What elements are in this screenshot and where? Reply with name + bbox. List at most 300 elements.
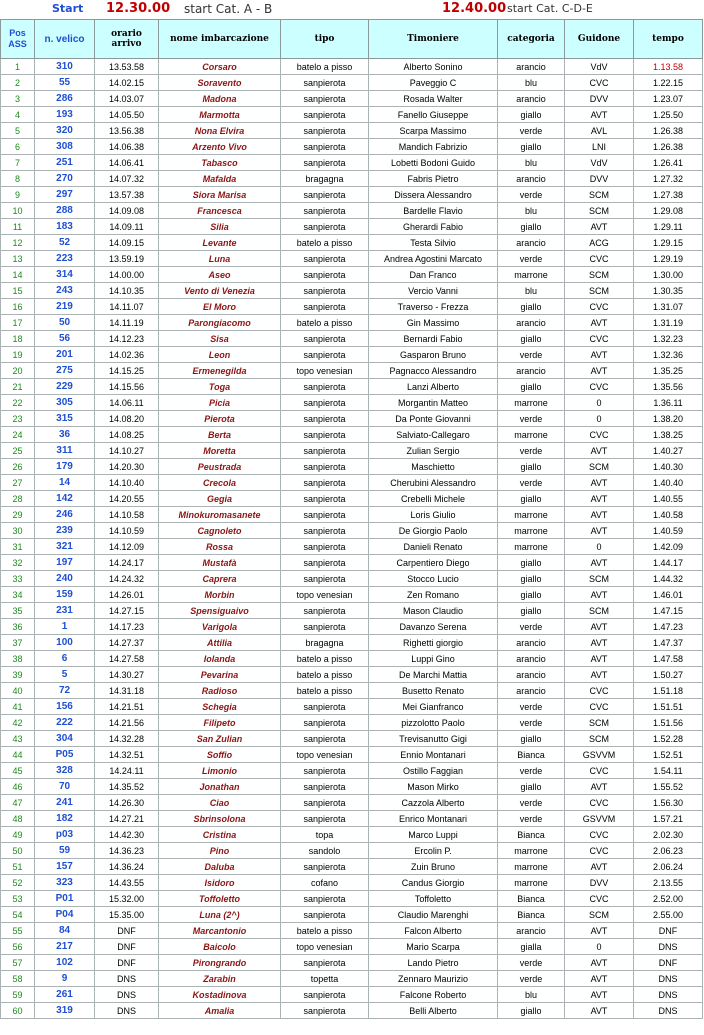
arrival-time-cell: 14.15.56 (95, 379, 159, 395)
table-row (1, 283, 703, 299)
club-cell: 0 (565, 395, 634, 411)
helmsman-cell: Paveggio C (369, 75, 498, 91)
position-cell: 17 (1, 315, 35, 331)
boat-type-cell: sanpierota (281, 283, 369, 299)
position-cell: 34 (1, 587, 35, 603)
category-cell: giallo (498, 587, 565, 603)
club-cell: AVT (565, 587, 634, 603)
elapsed-time-cell: 1.27.38 (634, 187, 703, 203)
club-cell: SCM (565, 907, 634, 923)
boat-type-cell: batelo a pisso (281, 667, 369, 683)
table-row (1, 235, 703, 251)
club-cell: AVT (565, 507, 634, 523)
position-cell: 4 (1, 107, 35, 123)
position-cell: 13 (1, 251, 35, 267)
category-cell: Bianca (498, 747, 565, 763)
club-cell: LNI (565, 139, 634, 155)
start-label-cat-c-d-e: start Cat. C-D-E (507, 2, 593, 15)
arrival-time-cell: 14.10.27 (95, 443, 159, 459)
category-cell: giallo (498, 779, 565, 795)
arrival-time-cell: 14.32.28 (95, 731, 159, 747)
table-row (1, 1003, 703, 1019)
position-cell: 8 (1, 171, 35, 187)
helmsman-cell: Trevisanutto Gigi (369, 731, 498, 747)
table-row (1, 523, 703, 539)
helmsman-cell: Lando Pietro (369, 955, 498, 971)
sail-number-cell: 59 (35, 843, 95, 859)
boat-type-cell: sanpierota (281, 1003, 369, 1019)
col-header-nome: nome imbarcazione (159, 20, 281, 59)
club-cell: AVT (565, 667, 634, 683)
category-cell: giallo (498, 331, 565, 347)
elapsed-time-cell: 1.25.50 (634, 107, 703, 123)
sail-number-cell: 321 (35, 539, 95, 555)
arrival-time-cell: 14.07.32 (95, 171, 159, 187)
table-row (1, 939, 703, 955)
position-cell: 30 (1, 523, 35, 539)
results-table (0, 19, 703, 1019)
category-cell: blu (498, 203, 565, 219)
position-cell: 28 (1, 491, 35, 507)
boat-type-cell: topa (281, 827, 369, 843)
table-row (1, 75, 703, 91)
table-row (1, 715, 703, 731)
helmsman-cell: Mason Mirko (369, 779, 498, 795)
sail-number-cell: 297 (35, 187, 95, 203)
arrival-time-cell: 14.10.59 (95, 523, 159, 539)
helmsman-cell: Loris Giulio (369, 507, 498, 523)
table-row (1, 587, 703, 603)
boat-type-cell: sanpierota (281, 443, 369, 459)
club-cell: AVT (565, 619, 634, 635)
table-row (1, 411, 703, 427)
position-cell: 51 (1, 859, 35, 875)
category-cell: verde (498, 619, 565, 635)
arrival-time-cell: 14.09.08 (95, 203, 159, 219)
boat-name-cell: Sbrinsolona (159, 811, 281, 827)
boat-name-cell: Levante (159, 235, 281, 251)
boat-name-cell: Crecola (159, 475, 281, 491)
helmsman-cell: Bardelle Flavio (369, 203, 498, 219)
position-cell: 16 (1, 299, 35, 315)
category-cell: giallo (498, 1003, 565, 1019)
sail-number-cell: 261 (35, 987, 95, 1003)
elapsed-time-cell: 2.02.30 (634, 827, 703, 843)
sail-number-cell: 286 (35, 91, 95, 107)
position-cell: 2 (1, 75, 35, 91)
boat-type-cell: sanpierota (281, 619, 369, 635)
club-cell: AVT (565, 987, 634, 1003)
boat-type-cell: sanpierota (281, 251, 369, 267)
helmsman-cell: Morgantin Matteo (369, 395, 498, 411)
table-row (1, 219, 703, 235)
table-row (1, 171, 703, 187)
helmsman-cell: De Giorgio Paolo (369, 523, 498, 539)
table-row (1, 507, 703, 523)
boat-type-cell: sanpierota (281, 107, 369, 123)
helmsman-cell: Marco Luppi (369, 827, 498, 843)
helmsman-cell: Traverso - Frezza (369, 299, 498, 315)
boat-name-cell: Leon (159, 347, 281, 363)
table-row (1, 331, 703, 347)
club-cell: AVT (565, 635, 634, 651)
boat-name-cell: Toffoletto (159, 891, 281, 907)
sail-number-cell: 270 (35, 171, 95, 187)
arrival-time-cell: 14.20.30 (95, 459, 159, 475)
boat-name-cell: Aseo (159, 267, 281, 283)
boat-type-cell: sanpierota (281, 603, 369, 619)
sail-number-cell: 70 (35, 779, 95, 795)
club-cell: SCM (565, 715, 634, 731)
col-header-pos-line2: ASS (8, 39, 27, 49)
boat-name-cell: Cristina (159, 827, 281, 843)
elapsed-time-cell: 2.55.00 (634, 907, 703, 923)
category-cell: verde (498, 699, 565, 715)
position-cell: 37 (1, 635, 35, 651)
boat-name-cell: Caprera (159, 571, 281, 587)
sail-number-cell: 157 (35, 859, 95, 875)
boat-type-cell: batelo a pisso (281, 235, 369, 251)
club-cell: AVT (565, 219, 634, 235)
arrival-time-cell: 14.31.18 (95, 683, 159, 699)
arrival-time-cell: 14.27.37 (95, 635, 159, 651)
arrival-time-cell: 14.06.11 (95, 395, 159, 411)
club-cell: AVT (565, 475, 634, 491)
table-row (1, 987, 703, 1003)
table-row (1, 187, 703, 203)
category-cell: arancio (498, 59, 565, 75)
helmsman-cell: Davanzo Serena (369, 619, 498, 635)
sail-number-cell: 84 (35, 923, 95, 939)
boat-name-cell: Parongiacomo (159, 315, 281, 331)
position-cell: 43 (1, 731, 35, 747)
elapsed-time-cell: 1.47.15 (634, 603, 703, 619)
elapsed-time-cell: 2.06.24 (634, 859, 703, 875)
table-row (1, 427, 703, 443)
boat-name-cell: Jonathan (159, 779, 281, 795)
position-cell: 58 (1, 971, 35, 987)
elapsed-time-cell: 1.26.41 (634, 155, 703, 171)
table-row (1, 459, 703, 475)
boat-type-cell: sanpierota (281, 379, 369, 395)
sail-number-cell: 55 (35, 75, 95, 91)
boat-type-cell: batelo a pisso (281, 683, 369, 699)
sail-number-cell: 251 (35, 155, 95, 171)
club-cell: CVC (565, 795, 634, 811)
elapsed-time-cell: 1.29.11 (634, 219, 703, 235)
table-row (1, 731, 703, 747)
arrival-time-cell: 14.35.52 (95, 779, 159, 795)
category-cell: marrone (498, 875, 565, 891)
elapsed-time-cell: 1.38.25 (634, 427, 703, 443)
sail-number-cell: 52 (35, 235, 95, 251)
arrival-time-cell: 14.24.11 (95, 763, 159, 779)
arrival-time-cell: 14.42.30 (95, 827, 159, 843)
helmsman-cell: Zulian Sergio (369, 443, 498, 459)
sail-number-cell: 246 (35, 507, 95, 523)
boat-name-cell: Limonio (159, 763, 281, 779)
club-cell: CVC (565, 699, 634, 715)
col-header-arrivo: orario arrivo (95, 20, 159, 59)
elapsed-time-cell: 1.35.25 (634, 363, 703, 379)
club-cell: CVC (565, 331, 634, 347)
club-cell: AVT (565, 443, 634, 459)
sail-number-cell: 182 (35, 811, 95, 827)
category-cell: arancio (498, 651, 565, 667)
category-cell: giallo (498, 491, 565, 507)
elapsed-time-cell: 1.30.00 (634, 267, 703, 283)
position-cell: 9 (1, 187, 35, 203)
position-cell: 47 (1, 795, 35, 811)
club-cell: 0 (565, 411, 634, 427)
category-cell: verde (498, 811, 565, 827)
arrival-time-cell: 14.36.23 (95, 843, 159, 859)
boat-type-cell: batelo a pisso (281, 651, 369, 667)
sail-number-cell: 56 (35, 331, 95, 347)
table-row (1, 267, 703, 283)
sail-number-cell: 50 (35, 315, 95, 331)
boat-type-cell: sanpierota (281, 907, 369, 923)
sail-number-cell: 229 (35, 379, 95, 395)
helmsman-cell: Dissera Alessandro (369, 187, 498, 203)
helmsman-cell: Mario Scarpa (369, 939, 498, 955)
helmsman-cell: Bernardi Fabio (369, 331, 498, 347)
table-row (1, 347, 703, 363)
sail-number-cell: 323 (35, 875, 95, 891)
boat-name-cell: Ciao (159, 795, 281, 811)
arrival-time-cell: 14.05.50 (95, 107, 159, 123)
helmsman-cell: Cherubini Alessandro (369, 475, 498, 491)
boat-type-cell: sanpierota (281, 203, 369, 219)
boat-type-cell: sanpierota (281, 155, 369, 171)
boat-type-cell: topo venesian (281, 747, 369, 763)
arrival-time-cell: DNS (95, 1003, 159, 1019)
arrival-time-cell: DNS (95, 971, 159, 987)
helmsman-cell: Zen Romano (369, 587, 498, 603)
table-row (1, 875, 703, 891)
elapsed-time-cell: 1.32.23 (634, 331, 703, 347)
category-cell: giallo (498, 555, 565, 571)
category-cell: verde (498, 955, 565, 971)
sail-number-cell: 142 (35, 491, 95, 507)
sail-number-cell: P01 (35, 891, 95, 907)
boat-name-cell: Tabasco (159, 155, 281, 171)
helmsman-cell: Salviato-Callegaro (369, 427, 498, 443)
club-cell: SCM (565, 267, 634, 283)
position-cell: 33 (1, 571, 35, 587)
category-cell: giallo (498, 219, 565, 235)
position-cell: 15 (1, 283, 35, 299)
table-row (1, 891, 703, 907)
sail-number-cell: 9 (35, 971, 95, 987)
club-cell: CVC (565, 683, 634, 699)
boat-name-cell: Pirongrando (159, 955, 281, 971)
elapsed-time-cell: 1.55.52 (634, 779, 703, 795)
helmsman-cell: Busetto Renato (369, 683, 498, 699)
position-cell: 45 (1, 763, 35, 779)
position-cell: 55 (1, 923, 35, 939)
arrival-time-cell: 14.12.23 (95, 331, 159, 347)
sail-number-cell: 159 (35, 587, 95, 603)
sail-number-cell: 240 (35, 571, 95, 587)
boat-type-cell: sanpierota (281, 75, 369, 91)
arrival-time-cell: DNS (95, 987, 159, 1003)
elapsed-time-cell: 1.36.11 (634, 395, 703, 411)
category-cell: blu (498, 75, 565, 91)
category-cell: Bianca (498, 891, 565, 907)
sail-number-cell: 223 (35, 251, 95, 267)
boat-type-cell: sanpierota (281, 299, 369, 315)
boat-name-cell: Silia (159, 219, 281, 235)
sail-number-cell: 14 (35, 475, 95, 491)
club-cell: SCM (565, 459, 634, 475)
category-cell: giallo (498, 603, 565, 619)
boat-name-cell: Sisa (159, 331, 281, 347)
table-row (1, 107, 703, 123)
category-cell: verde (498, 123, 565, 139)
boat-name-cell: Picia (159, 395, 281, 411)
table-row (1, 923, 703, 939)
boat-type-cell: sanpierota (281, 491, 369, 507)
category-cell: verde (498, 715, 565, 731)
arrival-time-cell: 14.27.58 (95, 651, 159, 667)
table-row (1, 395, 703, 411)
elapsed-time-cell: 1.40.27 (634, 443, 703, 459)
category-cell: gialla (498, 939, 565, 955)
position-cell: 38 (1, 651, 35, 667)
elapsed-time-cell: DNS (634, 1003, 703, 1019)
category-cell: verde (498, 187, 565, 203)
category-cell: verde (498, 971, 565, 987)
position-cell: 40 (1, 683, 35, 699)
arrival-time-cell: 14.32.51 (95, 747, 159, 763)
club-cell: SCM (565, 603, 634, 619)
helmsman-cell: Falcone Roberto (369, 987, 498, 1003)
table-row (1, 795, 703, 811)
boat-type-cell: sanpierota (281, 507, 369, 523)
table-row (1, 683, 703, 699)
boat-name-cell: Corsaro (159, 59, 281, 75)
club-cell: CVC (565, 75, 634, 91)
category-cell: verde (498, 347, 565, 363)
boat-type-cell: sanpierota (281, 347, 369, 363)
club-cell: VdV (565, 59, 634, 75)
helmsman-cell: Mason Claudio (369, 603, 498, 619)
boat-name-cell: Luna (2^) (159, 907, 281, 923)
category-cell: Bianca (498, 827, 565, 843)
start-times-bar (0, 0, 704, 19)
elapsed-time-cell: 1.50.27 (634, 667, 703, 683)
category-cell: marrone (498, 843, 565, 859)
elapsed-time-cell: 1.13.58 (634, 59, 703, 75)
elapsed-time-cell: 1.51.18 (634, 683, 703, 699)
helmsman-cell: Ercolin P. (369, 843, 498, 859)
category-cell: marrone (498, 507, 565, 523)
club-cell: GSVVM (565, 811, 634, 827)
elapsed-time-cell: 1.22.15 (634, 75, 703, 91)
helmsman-cell: Lanzi Alberto (369, 379, 498, 395)
boat-type-cell: topo venesian (281, 939, 369, 955)
helmsman-cell: Stocco Lucio (369, 571, 498, 587)
category-cell: giallo (498, 459, 565, 475)
boat-type-cell: sanpierota (281, 459, 369, 475)
table-row (1, 571, 703, 587)
table-row (1, 603, 703, 619)
elapsed-time-cell: 1.23.07 (634, 91, 703, 107)
arrival-time-cell: 14.12.09 (95, 539, 159, 555)
helmsman-cell: Andrea Agostini Marcato (369, 251, 498, 267)
elapsed-time-cell: 1.40.58 (634, 507, 703, 523)
table-row (1, 811, 703, 827)
helmsman-cell: Enrico Montanari (369, 811, 498, 827)
category-cell: verde (498, 763, 565, 779)
position-cell: 21 (1, 379, 35, 395)
sail-number-cell: 156 (35, 699, 95, 715)
club-cell: AVT (565, 363, 634, 379)
col-header-pos (1, 20, 35, 59)
club-cell: CVC (565, 891, 634, 907)
sail-number-cell: 222 (35, 715, 95, 731)
helmsman-cell: Mandich Fabrizio (369, 139, 498, 155)
table-row (1, 123, 703, 139)
table-row (1, 379, 703, 395)
club-cell: AVT (565, 859, 634, 875)
sail-number-cell: P04 (35, 907, 95, 923)
boat-type-cell: topo venesian (281, 363, 369, 379)
club-cell: AVT (565, 315, 634, 331)
sail-number-cell: 320 (35, 123, 95, 139)
boat-type-cell: sanpierota (281, 795, 369, 811)
col-header-velico: n. velico (35, 20, 95, 59)
sail-number-cell: 308 (35, 139, 95, 155)
category-cell: verde (498, 475, 565, 491)
position-cell: 53 (1, 891, 35, 907)
arrival-time-cell: DNF (95, 939, 159, 955)
club-cell: CVC (565, 843, 634, 859)
category-cell: giallo (498, 731, 565, 747)
elapsed-time-cell: 1.51.56 (634, 715, 703, 731)
table-row (1, 443, 703, 459)
helmsman-cell: Candus Giorgio (369, 875, 498, 891)
position-cell: 20 (1, 363, 35, 379)
arrival-time-cell: 14.00.00 (95, 267, 159, 283)
helmsman-cell: Ennio Montanari (369, 747, 498, 763)
position-cell: 7 (1, 155, 35, 171)
arrival-time-cell: DNF (95, 955, 159, 971)
sail-number-cell: 239 (35, 523, 95, 539)
boat-name-cell: Vento di Venezia (159, 283, 281, 299)
arrival-time-cell: 14.09.15 (95, 235, 159, 251)
table-row (1, 555, 703, 571)
arrival-time-cell: 14.10.35 (95, 283, 159, 299)
boat-name-cell: Madona (159, 91, 281, 107)
sail-number-cell: 219 (35, 299, 95, 315)
boat-name-cell: Soravento (159, 75, 281, 91)
col-header-pos-line1: Pos (9, 28, 26, 38)
arrival-time-cell: 14.11.19 (95, 315, 159, 331)
table-row (1, 971, 703, 987)
table-row (1, 59, 703, 75)
sail-number-cell: 179 (35, 459, 95, 475)
arrival-time-cell: 14.11.07 (95, 299, 159, 315)
club-cell: GSVVM (565, 747, 634, 763)
club-cell: AVT (565, 107, 634, 123)
position-cell: 49 (1, 827, 35, 843)
col-header-guidone: Guidone (565, 20, 634, 59)
helmsman-cell: Gherardi Fabio (369, 219, 498, 235)
elapsed-time-cell: 1.47.23 (634, 619, 703, 635)
elapsed-time-cell: 1.26.38 (634, 123, 703, 139)
